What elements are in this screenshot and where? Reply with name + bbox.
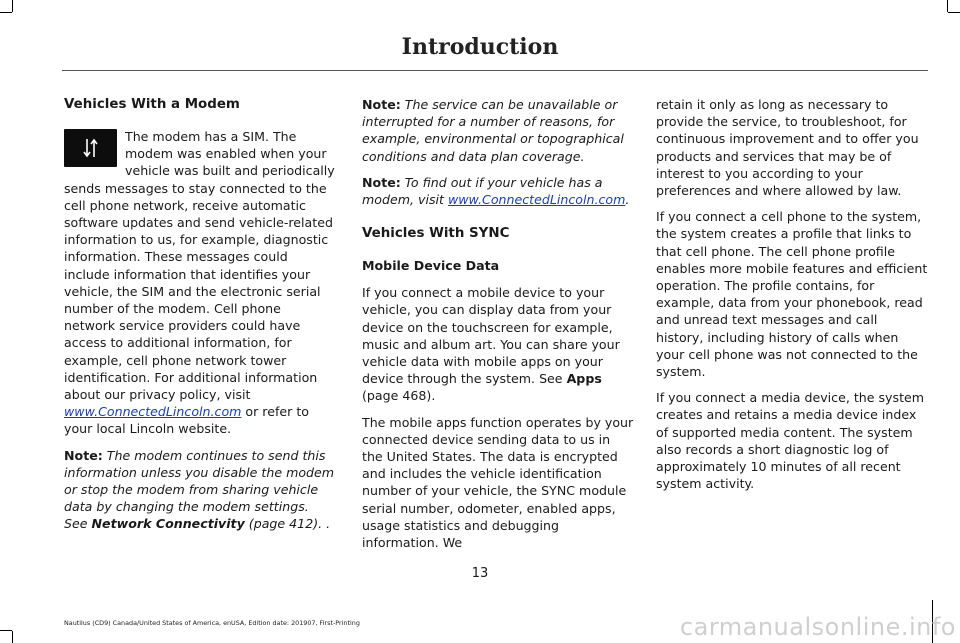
- crop-mark-bottom-left: [12, 631, 13, 643]
- modem-paragraph-text: The modem has a SIM. The modem was enabled when your vehicle was built and periodically sends messages to stay connected to the cell phone network, receive automatic software updates and send vehicle-related information to us, for example, diagnostic information. These messages could include information that identifies your vehicle, the SIM and the electronic serial number of the modem. Cell phone network service providers could have access to additional information, for example, cell phone network tower identification. For additional information about our privacy policy, visit: [64, 129, 335, 403]
- retention-paragraph: retain it only as long as necessary to provide the service, to troubleshoot, for continuous improvement and to offer you products and services that may be of interest to you according to your preferences and where allowed by law.: [656, 97, 919, 199]
- media-device-paragraph: If you connect a media device, the system creates and retains a media device index of supported media content. The system also records a short diagnostic log of approximately 10 minutes of all recent system activity.: [656, 390, 925, 492]
- note-label: Note:: [64, 447, 103, 463]
- note-label: Note:: [362, 97, 401, 112]
- column-3: [656, 96, 928, 501]
- modem-check-note-text: To find out if your vehicle has a modem, visit: [362, 174, 603, 208]
- apps-page: (page 468).: [362, 388, 436, 404]
- mobile-device-text: If you connect a mobile device to your vehicle, you can display data from your device on the touchscreen for example, music and album art. You can share your vehicle data with mobile apps on your device through the system. See: [362, 285, 620, 387]
- mobile-apps-paragraph: The mobile apps function operates by your connected device sending data to us in the United States. The data is encrypted and includes the vehicle identification number of your vehicle, the SYNC module serial number, odometer, enabled apps, usage statistics and debugging information. We: [362, 414, 634, 551]
- service-note: [362, 96, 634, 165]
- note-label: Note:: [362, 174, 401, 190]
- modem-check-note-tail: .: [625, 192, 630, 208]
- column-1: [64, 96, 336, 542]
- page-title: Introduction: [401, 34, 559, 60]
- page-number: 13: [471, 566, 489, 581]
- modem-paragraph: [64, 128, 336, 438]
- watermark: carmanualsonline.info: [679, 613, 956, 641]
- network-connectivity-page: (page 412). .: [244, 516, 331, 532]
- crop-mark-top-right: [947, 0, 948, 12]
- crop-mark-bottom-left-h: [0, 630, 12, 631]
- section-heading-sync: Vehicles With SYNC: [362, 226, 510, 242]
- modem-note: [64, 447, 336, 533]
- mobile-device-paragraph: [362, 284, 634, 404]
- cell-phone-profile-paragraph: If you connect a cell phone to the system, the system creates a profile that links to that cell phone. The cell phone profile enables more mobile features and efficient operation. The profile contains, for example, data from your phonebook, read and unread text messages and call history, including history of calls when your cell phone was not connected to the system.: [656, 209, 928, 380]
- network-connectivity-ref[interactable]: Network Connectivity: [91, 516, 245, 532]
- modem-paragraph-tail: or refer to your local Lincoln website.: [64, 404, 309, 437]
- modem-check-note: [362, 174, 634, 208]
- column-2: [362, 96, 634, 560]
- spacer: [362, 217, 634, 225]
- crop-mark-top-left-h: [0, 12, 12, 13]
- crop-mark-top-right-h: [948, 12, 960, 13]
- crop-mark-top-left: [12, 0, 13, 12]
- edition-footer: Nautilus (CD9) Canada/United States of America, enUSA, Edition date: 201907, First-Printing: [64, 619, 360, 627]
- apps-ref[interactable]: Apps: [566, 371, 602, 387]
- service-note-text: The service can be unavailable or interrupted for a number of reasons, for example, environmental or topographical conditions and data plan coverage.: [362, 97, 624, 164]
- section-heading-modem: Vehicles With a Modem: [64, 97, 240, 112]
- subheading-mobile-device-data: Mobile Device Data: [362, 258, 500, 274]
- connected-lincoln-link-2[interactable]: www.ConnectedLincoln.com: [447, 192, 626, 208]
- modem-note-text: The modem continues to send this information unless you disable the modem or stop the modem from sharing vehicle data by changing the modem settings. See: [64, 447, 335, 532]
- modem-signal-icon: [64, 129, 117, 167]
- connected-lincoln-link[interactable]: www.ConnectedLincoln.com: [64, 404, 242, 420]
- header-divider: [62, 70, 928, 71]
